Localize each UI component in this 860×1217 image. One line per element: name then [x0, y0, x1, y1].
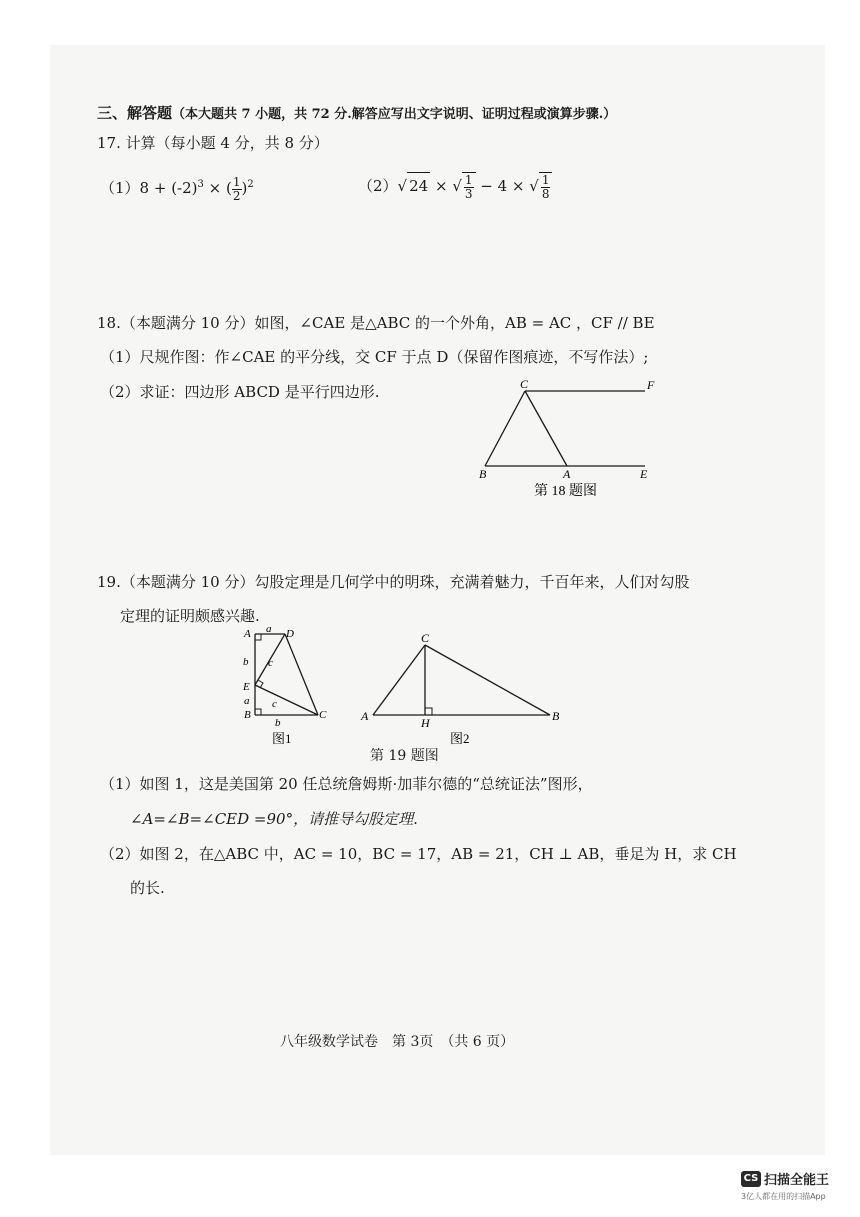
label-b: B: [479, 467, 487, 481]
section-title: 三、解答题: [97, 104, 173, 122]
fig2-side-cb: [425, 645, 550, 715]
q17-title: 17. 计算（每小题 4 分，共 8 分）: [97, 134, 329, 152]
scanner-name: 扫描全能王: [764, 1173, 830, 1188]
scanner-tagline: 3亿人都在用的扫描App: [741, 1192, 826, 1201]
fig1-label-c: C: [319, 709, 327, 721]
q19-figure-caption: 第 19 题图: [370, 748, 439, 764]
section-note: （本大题共 7 小题，共 72 分.解答应写出文字说明、证明过程或演算步骤.）: [172, 107, 617, 122]
q19-figure-1: [235, 622, 335, 750]
q19-part2-line2: 的长.: [130, 879, 165, 897]
label-f: F: [647, 378, 655, 392]
line-ca: [525, 391, 567, 466]
q17-p2-rad2: [462, 172, 476, 201]
q19-part1-line2: ∠A=∠B=∠CED =90°，请推导勾股定理.: [130, 810, 418, 828]
fig2-caption: 图2: [450, 731, 470, 746]
q17-p1-exp3: 3: [197, 179, 204, 190]
label-a: A: [563, 467, 571, 481]
label-e: E: [640, 467, 648, 481]
q17-p2-den1: 3: [464, 186, 473, 201]
q19-part2-line1: （2）如图 2，在△ABC 中，AC = 10，BC = 17，AB = 21，CH ⊥ AB，垂足为 H，求 CH: [100, 845, 737, 863]
q17-p1-fraction: [232, 176, 242, 203]
fig1-label-c-lower: c: [272, 698, 277, 710]
q19-figure-2: [358, 630, 568, 750]
fig1-side-ec: [255, 685, 318, 715]
fig2-label-a: A: [361, 709, 369, 723]
fig1-label-c-upper: c: [268, 657, 273, 669]
q18-title: 18.（本题满分 10 分）如图，∠CAE 是△ABC 的一个外角，AB = AC ，CF // BE: [97, 314, 655, 332]
fig1-label-d: D: [286, 628, 294, 640]
q17-part2: （2）√ 24 × √ $\frac{1}{3}$ − 4 × √ $\frac{1}{8}$: [358, 172, 552, 201]
q17-p2-times: ×: [430, 177, 453, 195]
q17-p1-num: 1: [232, 174, 241, 189]
fig2-label-b: B: [552, 709, 560, 723]
q17-p2-rad1: 24: [407, 172, 430, 199]
fig1-label-b: B: [244, 709, 251, 721]
fig1-right-angle-a: [255, 634, 261, 640]
fig2-right-angle-h: [425, 708, 432, 715]
q17-p2-rad3: [539, 172, 553, 201]
fig1-right-angle-b: [255, 709, 261, 715]
page-footer: 八年级数学试卷 第 3页 （共 6 页）: [280, 1034, 515, 1050]
q18-figure-caption: 第 18 题图: [534, 484, 597, 499]
fig1-caption: 图1: [272, 731, 292, 746]
fig1-label-a-top: a: [266, 623, 272, 635]
q18-part1: （1）尺规作图：作∠CAE 的平分线，交 CF 于点 D（保留作图痕迹，不写作法）;: [100, 348, 649, 366]
scanner-logo-icon: CS: [741, 1171, 761, 1187]
q18-part2: （2）求证：四边形 ABCD 是平行四边形.: [100, 383, 380, 401]
q17-p1-expr: 8 + (-2): [139, 179, 198, 197]
fig1-label-e: E: [243, 681, 250, 693]
q17-p1-exp2: 2: [247, 179, 254, 190]
section-header: [97, 103, 616, 125]
q17-p2-den2: 8: [541, 186, 550, 201]
fig1-label-b-left: b: [243, 656, 249, 668]
scanner-brand: [741, 1168, 829, 1188]
fig1-label-a-left: a: [244, 695, 250, 707]
q17-p1-label: （1）: [100, 179, 140, 197]
q17-p2-num2: 1: [541, 172, 550, 187]
q17-p1-times: × (: [203, 179, 232, 197]
q18-figure: [470, 375, 670, 505]
q17-p2-minus: − 4 ×: [475, 177, 530, 195]
q19-part1-line1: （1）如图 1，这是美国第 20 任总统詹姆斯·加菲尔德的“总统证法”图形，: [100, 775, 593, 793]
label-c: C: [520, 377, 529, 391]
fig1-label-a: A: [244, 628, 251, 640]
q17-p1-close: ): [241, 179, 248, 197]
line-cb: [485, 391, 525, 466]
q17-p1-den: 2: [232, 188, 241, 203]
fig1-label-b-bottom: b: [275, 717, 281, 729]
fig2-side-ac: [373, 645, 425, 715]
q19-title-line2: 定理的证明颇感兴趣.: [120, 607, 260, 625]
fig2-label-h: H: [421, 716, 430, 730]
q19-title-line1: 19.（本题满分 10 分）勾股定理是几何学中的明珠，充满着魅力，千百年来，人们对勾股: [97, 573, 690, 591]
q17-part1: [100, 172, 254, 203]
q17-p2-num1: 1: [464, 172, 473, 187]
q17-p2-label: （2）: [358, 177, 398, 195]
fig2-label-c: C: [421, 631, 430, 645]
exam-page: [50, 45, 825, 1155]
fig1-side-dc: [285, 634, 318, 715]
